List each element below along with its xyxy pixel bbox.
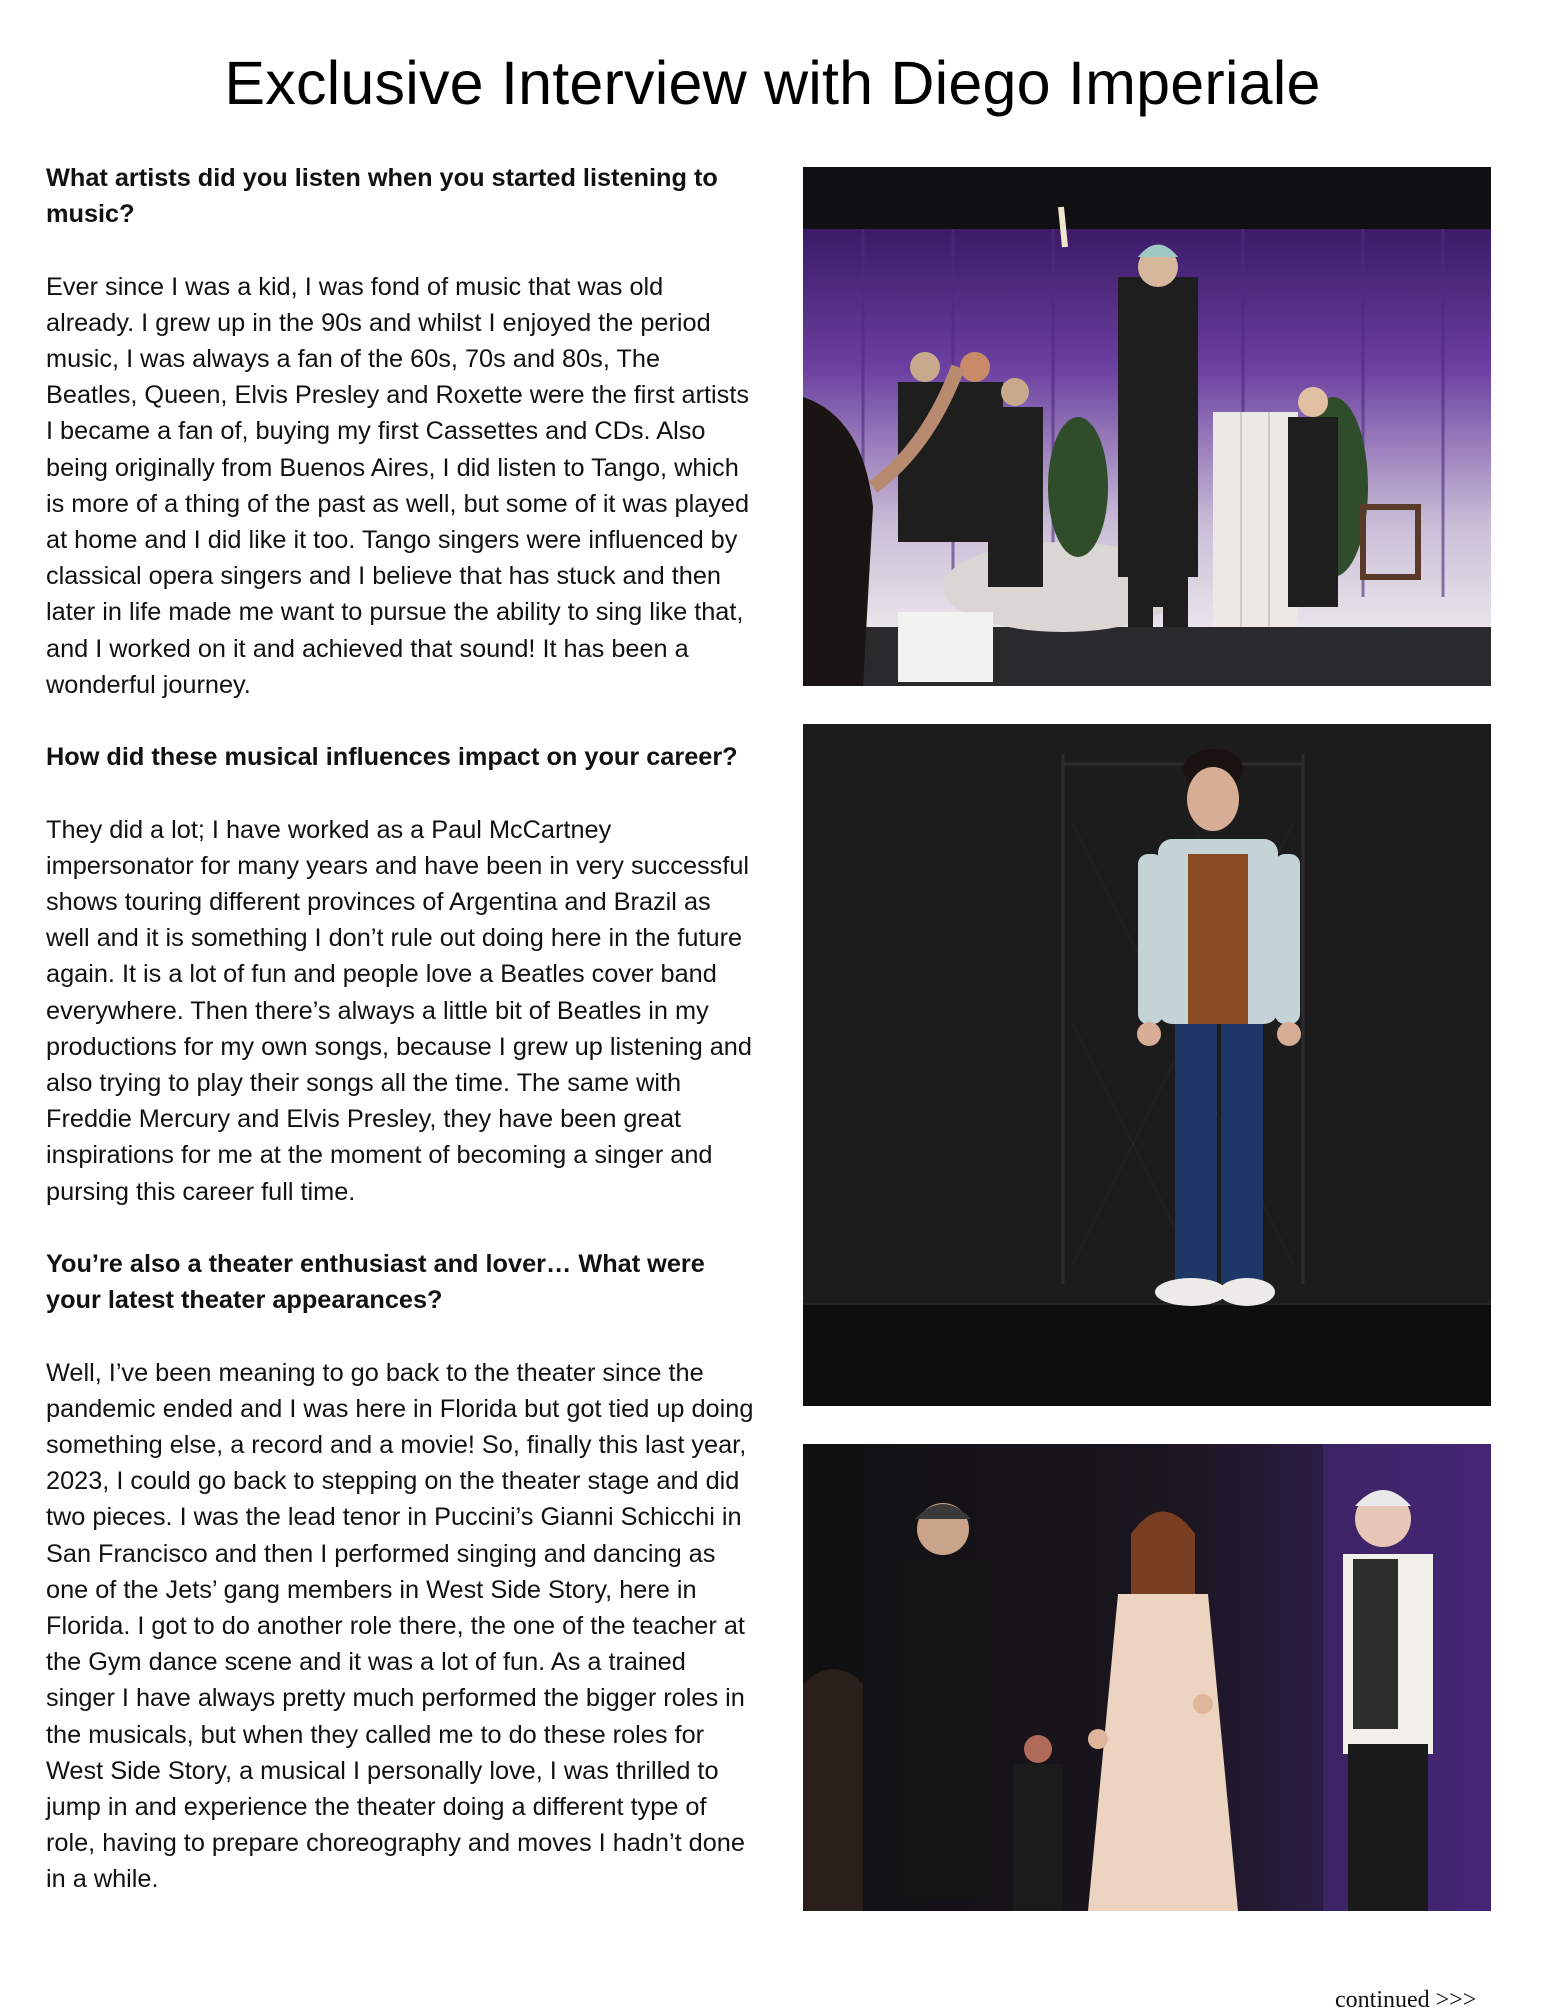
denim-jacket-performer-photo xyxy=(803,724,1491,1406)
question-3: You’re also a theater enthusiast and lover… What were your latest theater appearances? xyxy=(46,1250,705,1315)
three-performers-photo xyxy=(803,1444,1491,1911)
page-title: Exclusive Interview with Diego Imperiale xyxy=(224,49,1321,117)
continued-link[interactable]: continued >>> xyxy=(1335,1987,1477,2013)
three-performers-illustration xyxy=(803,1444,1491,1911)
denim-jacket-performer-illustration xyxy=(803,724,1491,1406)
interview-text-column xyxy=(46,160,758,1934)
stage-performance-illustration xyxy=(803,167,1491,686)
question-2: How did these musical influences impact on your career? xyxy=(46,743,738,772)
answer-2: They did a lot; I have worked as a Paul McCartney impersonator for many years and have been in very successful shows touring different provinces of Argentina and Brazil as well and it is something I don’t rule out doing here in the future again. It is a lot of fun and people love a Beatles cover band everywhere. Then there’s always a little bit of Beatles in my productions for my own songs, because I grew up listening and also trying to play their songs all the time. The same with Freddie Mercury and Elvis Presley, they have been great inspirations for me at the moment of becoming a singer and pursing this career full time. xyxy=(46,815,752,1206)
question-1: What artists did you listen when you started listening to music? xyxy=(46,164,718,229)
stage-performance-photo xyxy=(803,167,1491,686)
answer-3: Well, I’ve been meaning to go back to the theater since the pandemic ended and I was here in Florida but got tied up doing something else, a record and a movie! So, finally this last year, 2023, I could go back to stepping on the theater stage and did two pieces. I was the lead tenor in Puccini’s Gianni Schicchi in San Francisco and then I performed singing and dancing as one of the Jets’ gang members in West Side Story, here in Florida. I got to do another role there, the one of the teacher at the Gym dance scene and it was a lot of fun. As a trained singer I have always pretty much performed the bigger roles in the musicals, but when they called me to do these roles for West Side Story, a musical I personally love, I was thrilled to jump in and experience the theater doing a different type of role, having to prepare choreography and moves I hadn’t done in a while. xyxy=(46,1358,754,1894)
answer-1: Ever since I was a kid, I was fond of music that was old already. I grew up in the 90s and whilst I enjoyed the period music, I was always a fan of the 60s, 70s and 80s, The Beatles, Queen, Elvis Presley and Roxette were the first artists I became a fan of, buying my first Cassettes and CDs. Also being originally from Buenos Aires, I did listen to Tango, which is more of a thing of the past as well, but some of it was played at home and I did like it too. Tango singers were influenced by classical opera singers and I believe that has stuck and then later in life made me want to pursue the ability to sing like that, and I worked on it and achieved that sound! It has been a wonderful journey. xyxy=(46,272,750,699)
